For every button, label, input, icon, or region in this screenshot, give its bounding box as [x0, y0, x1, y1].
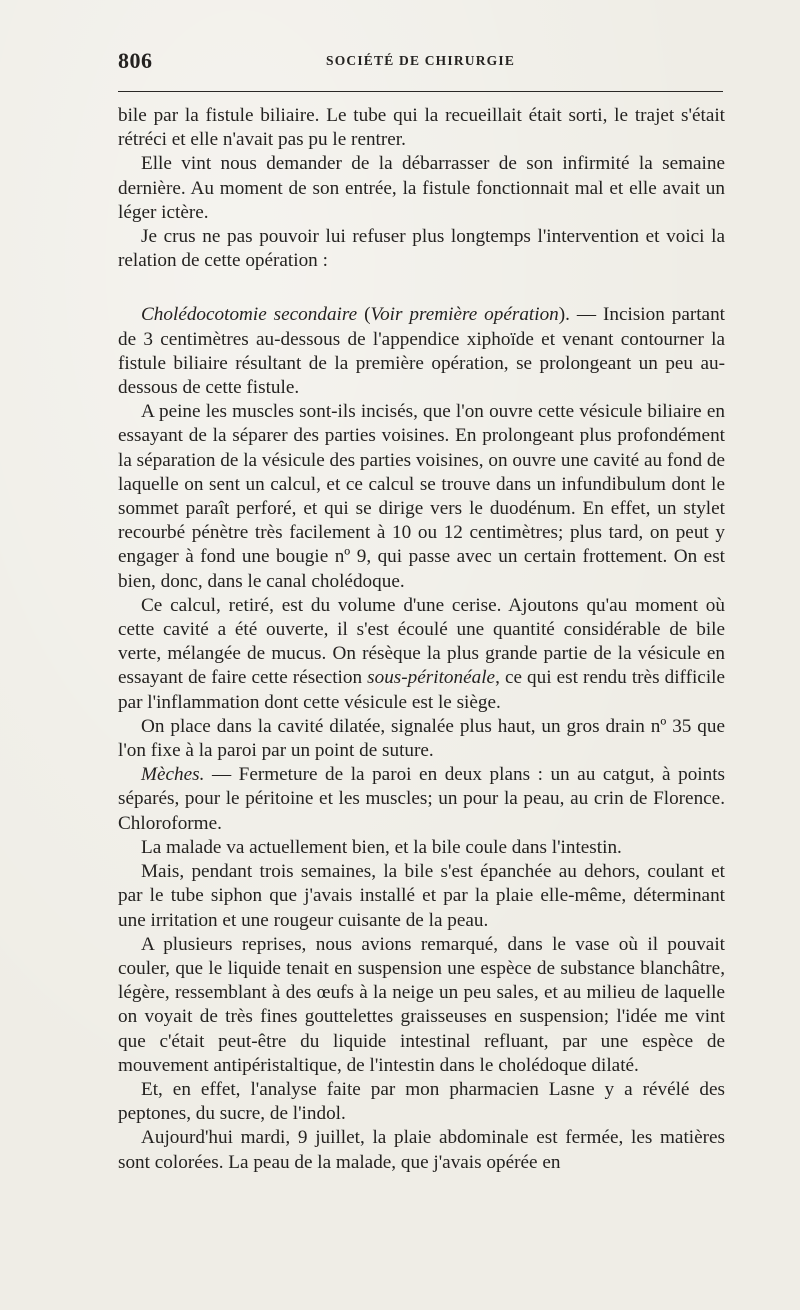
paragraph-9: La malade va actuellement bien, et la bile coule dans l'intestin. — [141, 836, 622, 858]
operation-heading: Cholédocotomie secondaire — [141, 304, 358, 326]
page-number: 806 — [118, 48, 153, 73]
meches-text: — Fermeture de la paroi en deux plans : un au catgut, à points séparés, pour le péritoine et les muscles; un pour la peau, au crin de Florence. Chloroforme. — [118, 764, 726, 834]
paragraph-6-start: Ce calcul, retiré, est du volume d'une cerise. Ajoutons qu'au moment où cette cavité a été ouverte, il s'est écoulé une quantité considérable de bile verte, mélangée de mucus. On résèque la plus grande partie de la vésicule en essayant de faire cette résection — [118, 594, 725, 689]
paragraph-7: On place dans la cavité dilatée, signalée plus haut, un gros drain nº 35 que l'on fixe à la paroi par un point de suture. — [118, 715, 725, 762]
meches-heading: Mèches. — [141, 764, 205, 786]
paragraph-13: Aujourd'hui mardi, 9 juillet, la plaie abdominale est fermée, les matières sont colorées. La peau de la malade, que j'avais opérée en — [118, 1127, 725, 1173]
header-rule — [118, 91, 723, 92]
paragraph-12: Et, en effet, l'analyse faite par mon pharmacien Lasne y a révélé des peptones, du sucre, de l'indol. — [118, 1078, 725, 1125]
operation-text: — Incision partant de 3 centimètres au-dessous de l'appendice xiphoïde et venant contourner la fistule biliaire résultant de la première opération, se prolongeant un peu au-dessous de cette fistule. — [118, 304, 725, 399]
paragraph-6 — [118, 594, 725, 715]
paragraph-3: Je crus ne pas pouvoir lui refuser plus longtemps l'intervention et voici la relation de cette opération : — [118, 226, 725, 272]
paragraph-5: A peine les muscles sont-ils incisés, que l'on ouvre cette vésicule biliaire en essayant de la séparer des parties voisines. En prolongeant plus profondément la séparation de la vésicule des parties voisines, on ouvre une cavité au fond de laquelle on sent un calcul, et ce calcul se trouve dans un infundibulum dont le sommet paraît perforé, et qui se dirige vers le duodénum. En effet, un stylet recourbé pénètre très facilement à 10 ou 12 centimètres; plus tard, on peut y engager à fond une bougie nº 9, qui passe avec un certain frottement. On est bien, donc, dans le canal cholédoque. — [118, 401, 725, 592]
paragraph-2: Elle vint nous demander de la débarrasser de son infirmité la semaine dernière. Au moment de son entrée, la fistule fonctionnait mal et elle avait un léger ictère. — [118, 153, 725, 223]
paragraph-1: bile par la fistule biliaire. Le tube qui la recueillait était sorti, le trajet s'était rétréci et elle n'avait pas pu le rentrer. — [118, 105, 725, 151]
body-text — [118, 104, 725, 1175]
page-header — [118, 48, 724, 74]
running-title: SOCIÉTÉ DE CHIRURGIE — [326, 53, 516, 68]
paragraph-6-end: , ce qui est rendu très difficile par l'inflammation dont cette vésicule est le siège. — [118, 667, 726, 713]
paragraph-11: A plusieurs reprises, nous avions remarqué, dans le vase où il pouvait couler, que le liquide tenait en suspension une espèce de substance blanchâtre, légère, ressemblant à des œufs à la neige un peu sales, et au milieu de laquelle on voyait de très fines gouttelettes graisseuses en suspension; l'idée me vint que c'était peut-être du liquide intestinal refluant, par une espèce de mouvement antipéristaltique, de l'intestin dans le cholédoque dilaté. — [118, 933, 725, 1076]
operation-reference: Voir première opération — [370, 304, 559, 326]
paragraph-10: Mais, pendant trois semaines, la bile s'est épanchée au dehors, coulant et par le tube siphon que j'avais installé et par la plaie elle-même, déterminant une irritation et une rougeur cuisante de la peau. — [118, 861, 725, 931]
subperitoneal-term: sous-péritonéale — [367, 667, 496, 689]
paragraph-operation: Cholédocotomie secondaire (Voir première opération). — Incision partant de 3 centimètres au-dessous de l'appendice xiphoïde et venant contourner la fistule biliaire résultant de la première opération, se prolongeant un peu au-dessous de cette fistule. — [118, 304, 725, 399]
paragraph-meches — [118, 763, 725, 836]
